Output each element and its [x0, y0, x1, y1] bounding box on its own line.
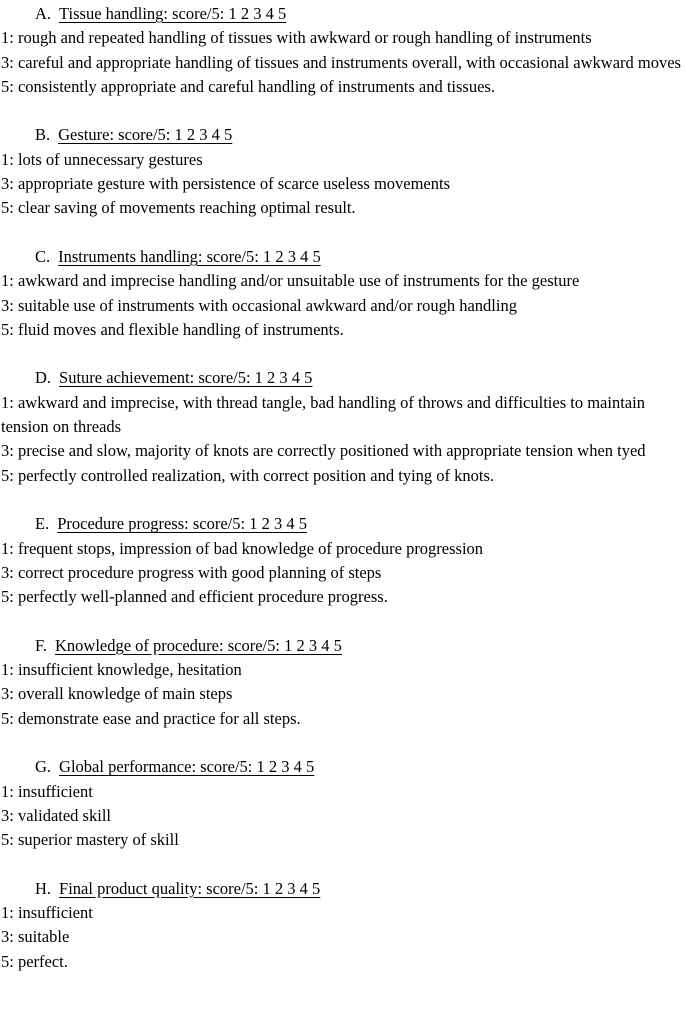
- rubric-section-global-performance: [1, 755, 683, 852]
- score-3-description: 3: careful and appropriate handling of tissues and instruments overall, with occasional awkward moves: [1, 52, 681, 72]
- score-1-description: 1: frequent stops, impression of bad knowledge of procedure progression: [1, 538, 484, 558]
- section-title: Tissue handling: score/5: 1 2 3 4 5: [59, 4, 287, 23]
- section-letter: G.: [35, 757, 52, 777]
- score-5-description: 5: clear saving of movements reaching optimal result.: [1, 198, 356, 218]
- section-letter: D.: [35, 368, 52, 388]
- section-title: Gesture: score/5: 1 2 3 4 5: [58, 125, 233, 145]
- section-title: Final product quality: score/5: 1 2 3 4 5: [59, 878, 321, 898]
- section-heading: [1, 634, 683, 658]
- section-letter: E.: [35, 514, 50, 534]
- rubric-section-tissue-handling: [1, 2, 683, 99]
- section-heading: [1, 877, 683, 901]
- rubric-section-gesture: [1, 123, 683, 220]
- score-1-description: 1: insufficient: [1, 902, 93, 922]
- rubric-section-knowledge-of-procedure: [1, 634, 683, 731]
- score-1-description: 1: awkward and imprecise handling and/or unsuitable use of instruments for the gesture: [1, 271, 580, 291]
- section-title: Knowledge of procedure: score/5: 1 2 3 4 5: [54, 635, 342, 655]
- score-1-description: 1: awkward and imprecise, with thread tangle, bad handling of throws and difficulties to maintain tension on threads: [1, 392, 645, 437]
- section-heading: [1, 366, 683, 390]
- section-heading: [1, 755, 683, 779]
- section-title: Suture achievement: score/5: 1 2 3 4 5: [59, 368, 313, 388]
- score-5-description: 5: demonstrate ease and practice for all steps.: [1, 708, 301, 728]
- section-heading: [1, 123, 683, 147]
- section-title: Instruments handling: score/5: 1 2 3 4 5: [58, 246, 321, 266]
- score-5-description: 5: consistently appropriate and careful handling of instruments and tissues.: [1, 76, 495, 96]
- section-title: Global performance: score/5: 1 2 3 4 5: [59, 757, 315, 777]
- rubric-section-final-product-quality: [1, 877, 683, 974]
- score-3-description: 3: appropriate gesture with persistence of scarce useless movements: [1, 174, 451, 194]
- section-heading: [1, 512, 683, 536]
- score-5-description: 5: fluid moves and flexible handling of instruments.: [1, 319, 344, 339]
- score-3-description: 3: suitable: [1, 927, 70, 947]
- section-heading: [1, 2, 683, 26]
- rubric-section-instruments-handling: [1, 245, 683, 342]
- score-5-description: 5: perfect.: [1, 951, 68, 971]
- section-heading: [1, 245, 683, 269]
- score-1-description: 1: insufficient: [1, 781, 93, 801]
- section-letter: A.: [35, 4, 52, 23]
- score-5-description: 5: perfectly controlled realization, with correct position and tying of knots.: [1, 465, 495, 485]
- score-1-description: 1: lots of unnecessary gestures: [1, 149, 203, 169]
- score-3-description: 3: suitable use of instruments with occasional awkward and/or rough handling: [1, 295, 517, 315]
- score-3-description: 3: precise and slow, majority of knots are correctly positioned with appropriate tension when tyed: [1, 441, 646, 461]
- section-letter: C.: [35, 246, 51, 266]
- section-letter: F.: [35, 635, 47, 655]
- score-5-description: 5: perfectly well-planned and efficient procedure progress.: [1, 587, 388, 607]
- section-letter: B.: [35, 125, 51, 145]
- section-letter: H.: [35, 878, 52, 898]
- rubric-section-procedure-progress: [1, 512, 683, 609]
- score-1-description: 1: insufficient knowledge, hesitation: [1, 660, 242, 680]
- score-5-description: 5: superior mastery of skill: [1, 830, 179, 850]
- score-3-description: 3: overall knowledge of main steps: [1, 684, 233, 704]
- score-3-description: 3: correct procedure progress with good planning of steps: [1, 562, 382, 582]
- score-3-description: 3: validated skill: [1, 805, 111, 825]
- score-1-description: 1: rough and repeated handling of tissues with awkward or rough handling of instruments: [1, 28, 592, 48]
- rubric-section-suture-achievement: [1, 366, 683, 487]
- section-title: Procedure progress: score/5: 1 2 3 4 5: [57, 514, 307, 534]
